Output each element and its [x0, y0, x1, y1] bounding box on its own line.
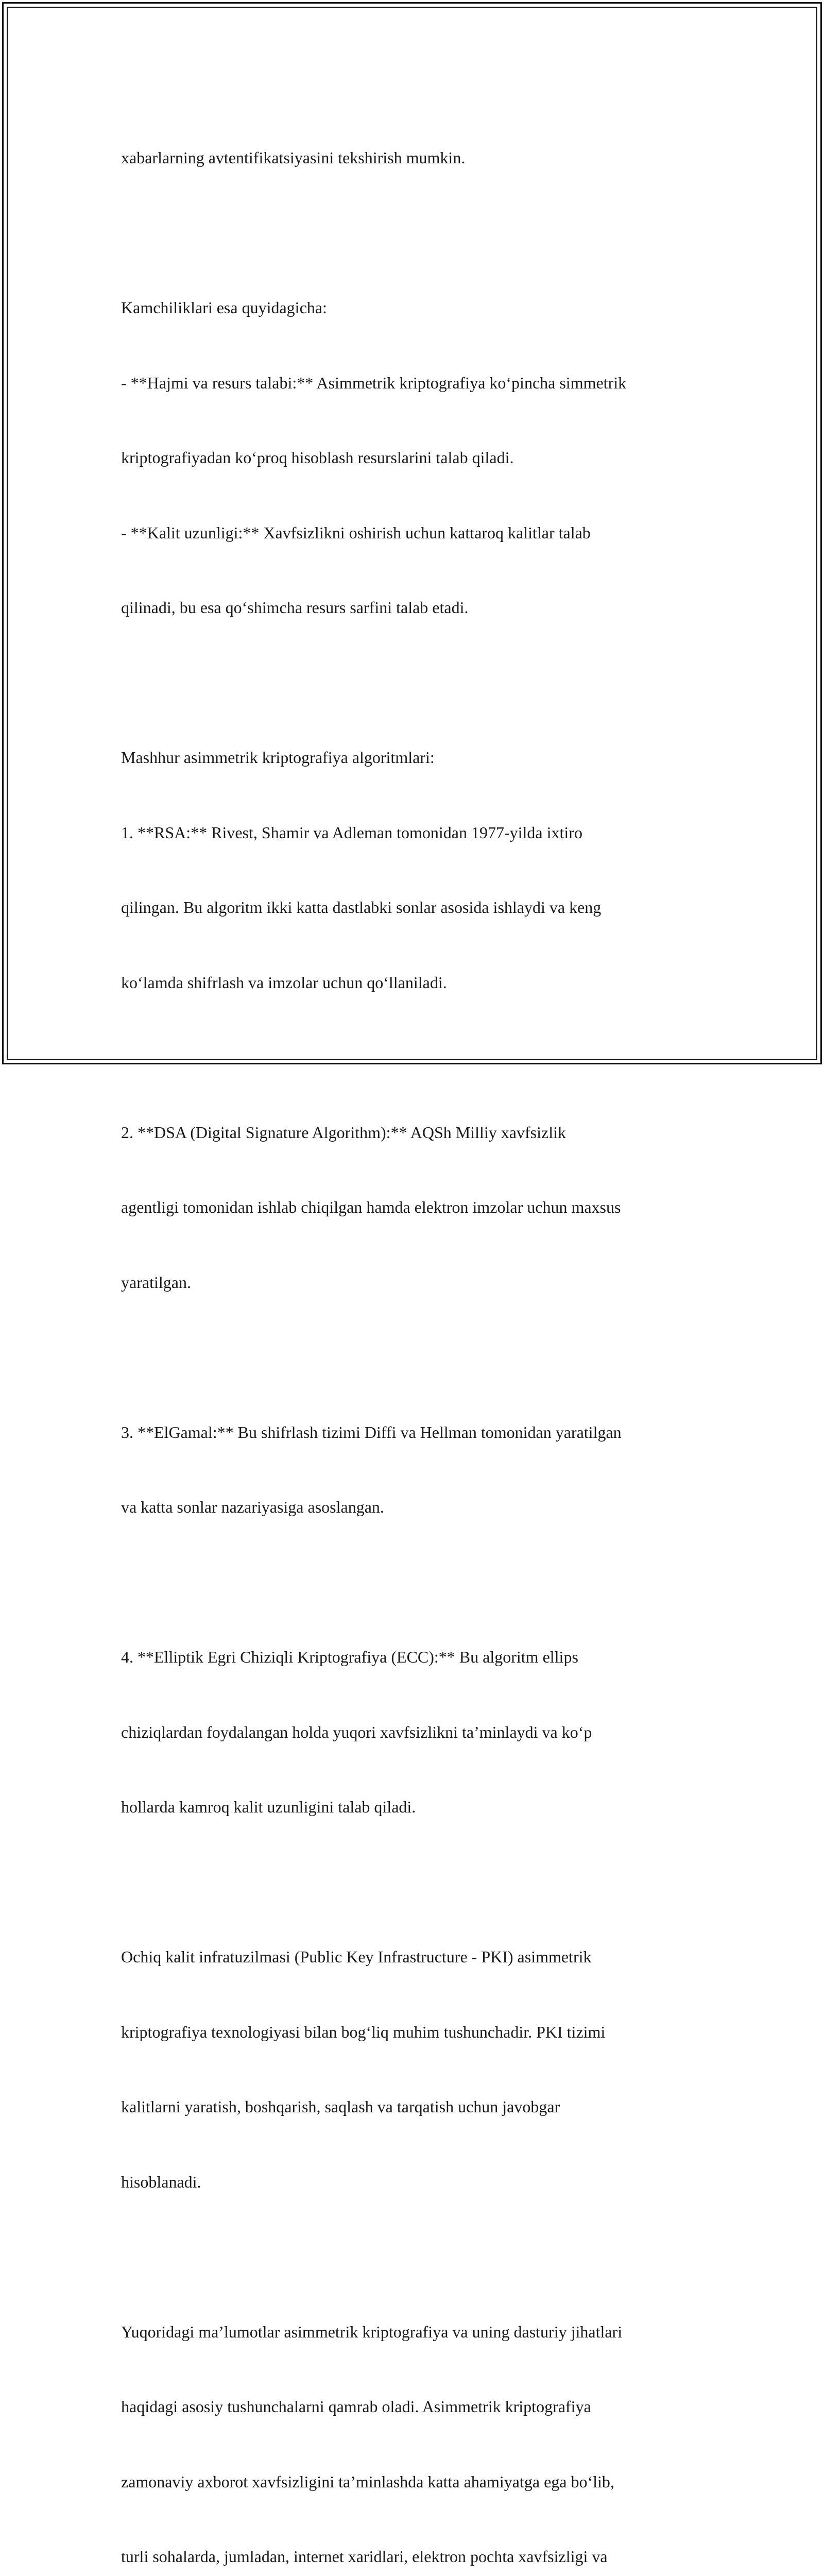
text-line: kalitlarni yaratish, boshqarish, saqlash va tarqatish uchun javobgar	[121, 2094, 708, 2120]
text-line: qilinadi, bu esa qo‘shimcha resurs sarfini talab etadi.	[121, 595, 708, 620]
text-line: hisoblanadi.	[121, 2170, 708, 2195]
paragraph-gap	[121, 2244, 708, 2269]
text-line: va katta sonlar nazariyasiga asoslangan.	[121, 1495, 708, 1520]
text-line: 1. **RSA:** Rivest, Shamir va Adleman tomonidan 1977-yilda ixtiro	[121, 820, 708, 845]
paragraph-gap	[121, 1045, 708, 1070]
text-line: qilingan. Bu algoritm ikki katta dastlabki sonlar asosida ishlaydi va keng	[121, 895, 708, 920]
text-line: yaratilgan.	[121, 1270, 708, 1295]
text-line: ko‘lamda shifrlash va imzolar uchun qo‘llaniladi.	[121, 970, 708, 995]
paragraph-elgamal	[121, 1370, 708, 1570]
text-line: chiziqlardan foydalangan holda yuqori xavfsizlikni ta’minlaydi va ko‘p	[121, 1720, 708, 1745]
text-line: zamonaviy axborot xavfsizligini ta’minlashda katta ahamiyatga ega bo‘lib,	[121, 2469, 708, 2495]
text-line: kriptografiyadan ko‘proq hisoblash resurslarini talab qiladi.	[121, 445, 708, 470]
text-line: Kamchiliklari esa quyidagicha:	[121, 295, 708, 320]
paragraph-gap	[121, 670, 708, 696]
paragraph-gap	[121, 1345, 708, 1370]
text-line: - **Hajmi va resurs talabi:** Asimmetrik kriptografiya ko‘pincha simmetrik	[121, 370, 708, 396]
text-line: Mashhur asimmetrik kriptografiya algoritmlari:	[121, 745, 708, 770]
text-line: 2. **DSA (Digital Signature Algorithm):** AQSh Milliy xavfsizlik	[121, 1120, 708, 1145]
text-line: agentligi tomonidan ishlab chiqilgan hamda elektron imzolar uchun maxsus	[121, 1195, 708, 1220]
text-line: Yuqoridagi ma’lumotlar asimmetrik kriptografiya va uning dasturiy jihatlari	[121, 2319, 708, 2345]
text-line: Ochiq kalit infratuzilmasi (Public Key Infrastructure - PKI) asimmetrik	[121, 1944, 708, 1970]
paragraph-dsa	[121, 1070, 708, 1345]
text-line: xabarlarning avtentifikatsiyasini tekshirish mumkin.	[121, 145, 708, 171]
document-body	[121, 95, 708, 2576]
paragraph-pki	[121, 1894, 708, 2244]
paragraph-intro-end	[121, 95, 708, 221]
text-line: 3. **ElGamal:** Bu shifrlash tizimi Diffi va Hellman tomonidan yaratilgan	[121, 1420, 708, 1445]
text-line: hollarda kamroq kalit uzunligini talab qiladi.	[121, 1794, 708, 1820]
text-line: kriptografiya texnologiyasi bilan bog‘liq muhim tushunchadir. PKI tizimi	[121, 2020, 708, 2045]
text-line: turli sohalarda, jumladan, internet xaridlari, elektron pochta xavfsizligi va	[121, 2544, 708, 2569]
paragraph-gap	[121, 1870, 708, 1895]
text-line: 4. **Elliptik Egri Chiziqli Kriptografiya (ECC):** Bu algoritm ellips	[121, 1645, 708, 1670]
paragraph-rsa	[121, 695, 708, 1045]
paragraph-gap	[121, 1570, 708, 1595]
paragraph-conclusion	[121, 2269, 708, 2576]
paragraph-gap	[121, 221, 708, 246]
text-line: haqidagi asosiy tushunchalarni qamrab oladi. Asimmetrik kriptografiya	[121, 2394, 708, 2419]
text-line: - **Kalit uzunligi:** Xavfsizlikni oshirish uchun kattaroq kalitlar talab	[121, 520, 708, 546]
paragraph-ecc	[121, 1595, 708, 1870]
paragraph-disadvantages	[121, 245, 708, 670]
